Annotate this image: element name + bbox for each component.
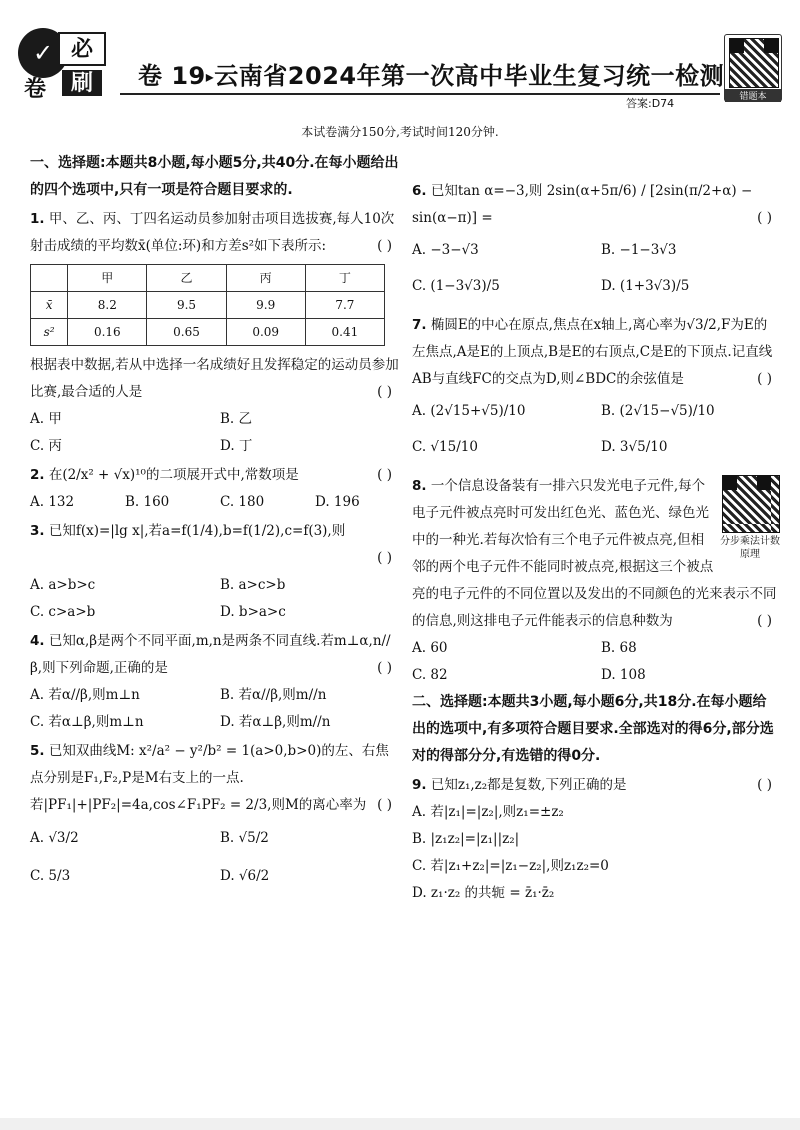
option-a[interactable]: A. 甲	[30, 411, 62, 427]
question-stem-2: 根据表中数据,若从中选择一名成绩好且发挥稳定的运动员参加比赛,最合适的人是	[30, 357, 399, 400]
question-number: 9.	[412, 777, 427, 793]
option-d[interactable]: D. 108	[601, 667, 646, 683]
option-c[interactable]: C. c>a>b	[30, 604, 96, 620]
answer-paren: ( )	[757, 210, 772, 226]
option-b[interactable]: B. 若α//β,则m//n	[220, 687, 327, 703]
table-cell: 9.5	[147, 292, 226, 319]
option-list	[30, 489, 400, 516]
option-a[interactable]: A. (2√15+√5)/10	[412, 403, 526, 419]
exam-subtitle: 本试卷满分150分,考试时间120分钟.	[301, 125, 499, 139]
question-8	[412, 473, 780, 689]
option-d[interactable]: D. b>a>c	[220, 604, 286, 620]
option-list	[30, 572, 400, 626]
question-number: 1.	[30, 211, 45, 227]
option-list	[412, 635, 780, 689]
option-b[interactable]: B. 68	[601, 640, 637, 656]
option-b[interactable]: B. 乙	[220, 411, 253, 427]
option-c[interactable]: C. (1−3√3)/5	[412, 278, 500, 294]
question-stem: 椭圆E的中心在原点,焦点在x轴上,离心率为√3/2,F为E的左焦点,A是E的上顶点,B是E的右顶点,C是E的下顶点.记直线AB与直线FC的交点为D,则∠BDC的余弦值是	[412, 317, 773, 387]
brand-logo	[18, 28, 114, 102]
error-notebook-qr[interactable]	[724, 34, 782, 102]
answer-paren: ( )	[377, 550, 392, 566]
option-b[interactable]: B. √5/2	[220, 830, 269, 846]
question-4	[30, 628, 400, 736]
answer-paren: ( )	[377, 660, 392, 676]
question-number: 3.	[30, 523, 45, 539]
qr-code-icon	[722, 475, 780, 533]
question-stem: 已知z₁,z₂都是复数,下列正确的是	[430, 777, 627, 793]
title-arrow-icon: ▸	[205, 67, 215, 86]
table-cell: x̄	[31, 292, 68, 319]
option-a[interactable]: A. 若α//β,则m⊥n	[30, 687, 140, 703]
section-1-heading: 一、选择题:本题共8小题,每小题5分,共40分.在每小题给出的四个选项中,只有一项是符合题目要求的.	[30, 155, 399, 198]
option-a[interactable]: A. 60	[412, 640, 448, 656]
option-a[interactable]: A. 132	[30, 494, 75, 510]
option-d[interactable]: D. z₁·z₂ 的共轭 = z̄₁·z̄₂	[412, 885, 555, 901]
option-d[interactable]: D. √6/2	[220, 868, 270, 884]
title-prefix: 卷 19	[138, 62, 206, 90]
answer-paren: ( )	[377, 238, 392, 254]
option-b[interactable]: B. (2√15−√5)/10	[601, 403, 715, 419]
logo-top-text: 必	[58, 32, 106, 66]
question-7	[412, 312, 780, 465]
table-cell: 丁	[305, 265, 384, 292]
table-row	[31, 292, 385, 319]
table-row	[31, 319, 385, 346]
page-title	[138, 56, 724, 91]
option-b[interactable]: B. |z₁z₂|=|z₁||z₂|	[412, 831, 520, 847]
table-cell: 丙	[226, 265, 305, 292]
left-column	[30, 150, 400, 895]
table-cell: s²	[31, 319, 68, 346]
option-d[interactable]: D. 3√5/10	[601, 439, 668, 455]
qr-caption: 分步乘法计数原理	[720, 536, 780, 560]
table-cell: 7.7	[305, 292, 384, 319]
option-b[interactable]: B. 160	[125, 494, 170, 510]
page-footer-edge	[0, 1118, 800, 1130]
answer-paren: ( )	[757, 613, 772, 629]
table-cell: 0.16	[68, 319, 147, 346]
question-stem: 甲、乙、丙、丁四名运动员参加射击项目选拔赛,每人10次射击成绩的平均数x̄(单位:环)和方差s²如下表所示:	[30, 211, 395, 254]
question-2	[30, 462, 400, 516]
qr-label: 错题本	[725, 89, 781, 102]
question-number: 4.	[30, 633, 45, 649]
option-c[interactable]: C. 若α⊥β,则m⊥n	[30, 714, 144, 730]
table-cell: 0.09	[226, 319, 305, 346]
table-cell: 0.65	[147, 319, 226, 346]
question-number: 8.	[412, 478, 427, 494]
option-a[interactable]: A. √3/2	[30, 830, 79, 846]
table-cell: 9.9	[226, 292, 305, 319]
question-number: 2.	[30, 467, 45, 483]
logo-right-text: 刷	[62, 70, 102, 96]
question-stem: 已知α,β是两个不同平面,m,n是两条不同直线.若m⊥α,n//β,则下列命题,正确的是	[30, 633, 391, 676]
option-list	[412, 393, 780, 465]
option-d[interactable]: D. 若α⊥β,则m//n	[220, 714, 331, 730]
score-table	[30, 264, 385, 346]
method-qr[interactable]	[720, 473, 780, 561]
question-number: 6.	[412, 183, 427, 199]
option-list	[30, 406, 400, 460]
question-9	[412, 772, 780, 907]
option-d[interactable]: D. (1+3√3)/5	[601, 278, 690, 294]
answer-paren: ( )	[757, 371, 772, 387]
option-a[interactable]: A. −3−√3	[412, 242, 479, 258]
qr-code-icon	[729, 38, 779, 88]
option-d[interactable]: D. 丁	[220, 438, 253, 454]
option-list	[30, 682, 400, 736]
question-5	[30, 738, 400, 895]
option-c[interactable]: C. 5/3	[30, 868, 71, 884]
option-c[interactable]: C. 若|z₁+z₂|=|z₁−z₂|,则z₁z₂=0	[412, 858, 609, 874]
option-c[interactable]: C. 丙	[30, 438, 62, 454]
option-a[interactable]: A. 若|z₁|=|z₂|,则z₁=±z₂	[412, 804, 564, 820]
option-c[interactable]: C. 180	[220, 494, 265, 510]
right-column	[412, 150, 780, 907]
option-a[interactable]: A. a>b>c	[30, 577, 96, 593]
question-number: 5.	[30, 743, 45, 759]
answer-paren: ( )	[377, 384, 392, 400]
answer-paren: ( )	[377, 467, 392, 483]
table-header-row	[31, 265, 385, 292]
option-d[interactable]: D. 196	[315, 494, 360, 510]
title-text: 云南省2024年第一次高中毕业生复习统一检测	[214, 62, 725, 90]
table-cell: 甲	[68, 265, 147, 292]
logo-emblem-icon: ✓	[18, 28, 68, 78]
question-stem: 已知双曲线M: x²/a² − y²/b² = 1(a>0,b>0)的左、右焦点分别是F₁,F₂,P是M右支上的一点.若|PF₁|+|PF₂|=4a,cos∠F₁PF₂ = 2/3,则M的离心率为	[30, 743, 389, 813]
option-list	[412, 232, 780, 304]
option-b[interactable]: B. −1−3√3	[601, 242, 677, 258]
table-cell	[31, 265, 68, 292]
question-1	[30, 206, 400, 460]
answer-paren: ( )	[757, 777, 772, 793]
table-cell: 乙	[147, 265, 226, 292]
option-list	[30, 819, 400, 895]
answer-code: 答案:D74	[626, 97, 675, 110]
option-b[interactable]: B. a>c>b	[220, 577, 286, 593]
section-2-heading: 二、选择题:本题共3小题,每小题6分,共18分.在每小题给出的选项中,有多项符合题目要求.全部选对的得6分,部分选对的得部分分,有选错的得0分.	[412, 694, 774, 764]
table-cell: 0.41	[305, 319, 384, 346]
logo-left-text: 卷	[24, 76, 47, 102]
option-c[interactable]: C. 82	[412, 667, 448, 683]
question-3	[30, 518, 400, 626]
question-6	[412, 178, 780, 304]
option-c[interactable]: C. √15/10	[412, 439, 478, 455]
question-stem: 已知tan α=−3,则 2sin(α+5π/6) / [2sin(π/2+α) − sin(α−π)] =	[412, 183, 753, 226]
question-number: 7.	[412, 317, 427, 333]
question-stem: 在(2/x² + √x)¹⁰的二项展开式中,常数项是	[48, 467, 299, 483]
page-header	[0, 0, 800, 110]
table-cell: 8.2	[68, 292, 147, 319]
answer-paren: ( )	[377, 797, 392, 813]
question-stem: 一个信息设备装有一排六只发光电子元件,每个电子元件被点亮时可发出红色光、蓝色光、绿色光中的一种光.若每次恰有三个电子元件被点亮,但相邻的两个电子元件不能同时被点亮,根据这三个被点亮的电子元件的不同位置以及发出的不同颜色的光来表示不同的信息,则这排电子元件能表示的信息种数为	[412, 478, 777, 629]
question-stem: 已知f(x)=|lg x|,若a=f(1/4),b=f(1/2),c=f(3),则	[48, 523, 346, 539]
